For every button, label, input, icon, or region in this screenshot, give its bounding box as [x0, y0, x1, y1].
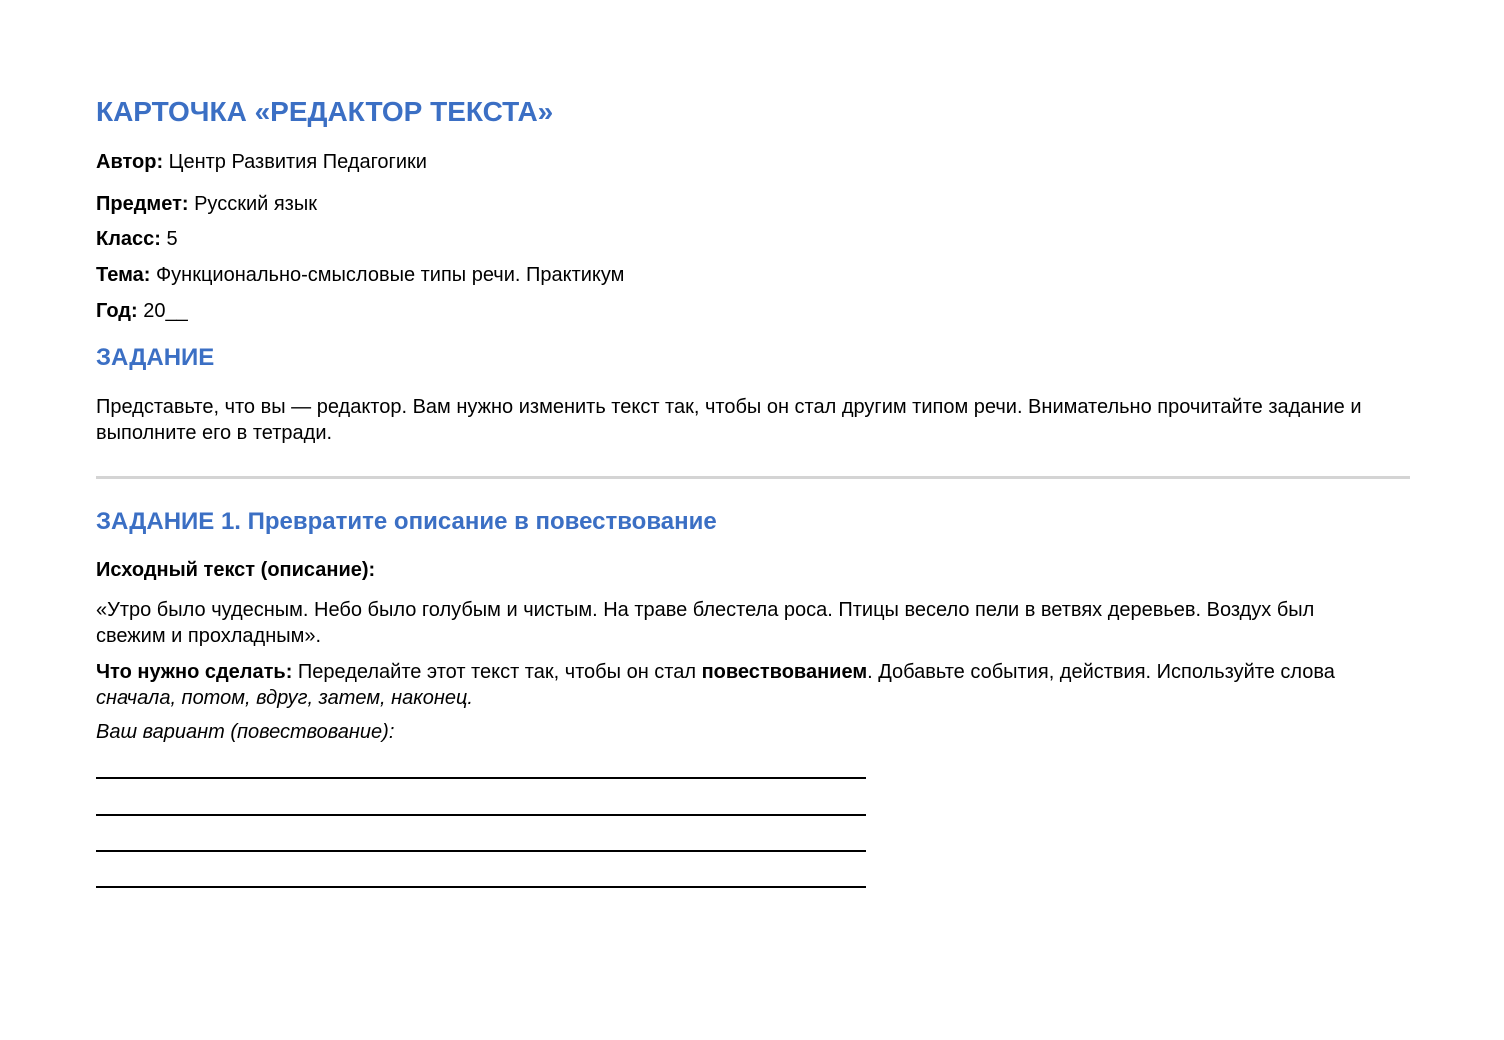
transition-words: сначала, потом, вдруг, затем, наконец.	[96, 687, 473, 709]
author-label: Автор:	[96, 151, 164, 173]
task1-heading: ЗАДАНИЕ 1. Превратите описание в повествование	[96, 508, 717, 535]
author-line	[96, 149, 427, 175]
author-value: Центр Развития Педагогики	[163, 151, 427, 173]
year-line	[96, 298, 188, 324]
grade-line	[96, 226, 178, 252]
card-title: КАРТОЧКА «РЕДАКТОР ТЕКСТА»	[96, 96, 554, 127]
answer-line[interactable]	[96, 850, 866, 852]
subject-label: Предмет:	[96, 193, 189, 215]
topic-line	[96, 262, 624, 288]
subject-value: Русский язык	[188, 193, 317, 215]
assignment-heading: ЗАДАНИЕ	[96, 344, 215, 371]
grade-label: Класс:	[96, 228, 161, 250]
assignment-text: Представьте, что вы — редактор. Вам нужно изменить текст так, чтобы он стал другим типом речи. Внимательно прочитайте задание и выполните его в тетради.	[96, 396, 1362, 444]
todo-text-1: Переделайте этот текст так, чтобы он стал	[292, 661, 702, 683]
answer-line[interactable]	[96, 886, 866, 888]
task-instructions	[96, 659, 1386, 711]
source-text-label: Исходный текст (описание):	[96, 559, 376, 581]
year-value: 20__	[137, 300, 188, 322]
source-text: «Утро было чудесным. Небо было голубым и чистым. На траве блестела роса. Птицы весело пели в ветвях деревьев. Воздух был свежим и прохладным».	[96, 599, 1315, 647]
todo-bold-word: повествованием	[701, 661, 868, 683]
section-divider	[96, 476, 1410, 479]
topic-value: Функционально-смысловые типы речи. Практикум	[150, 264, 625, 286]
todo-text-2: . Добавьте события, действия. Используйте слова	[867, 661, 1335, 683]
answer-line[interactable]	[96, 777, 866, 779]
topic-label: Тема:	[96, 264, 151, 286]
answer-label: Ваш вариант (повествование):	[96, 721, 395, 743]
todo-label: Что нужно сделать:	[96, 661, 293, 683]
grade-value: 5	[160, 228, 178, 250]
year-label: Год:	[96, 300, 138, 322]
subject-line	[96, 191, 317, 217]
answer-line[interactable]	[96, 814, 866, 816]
